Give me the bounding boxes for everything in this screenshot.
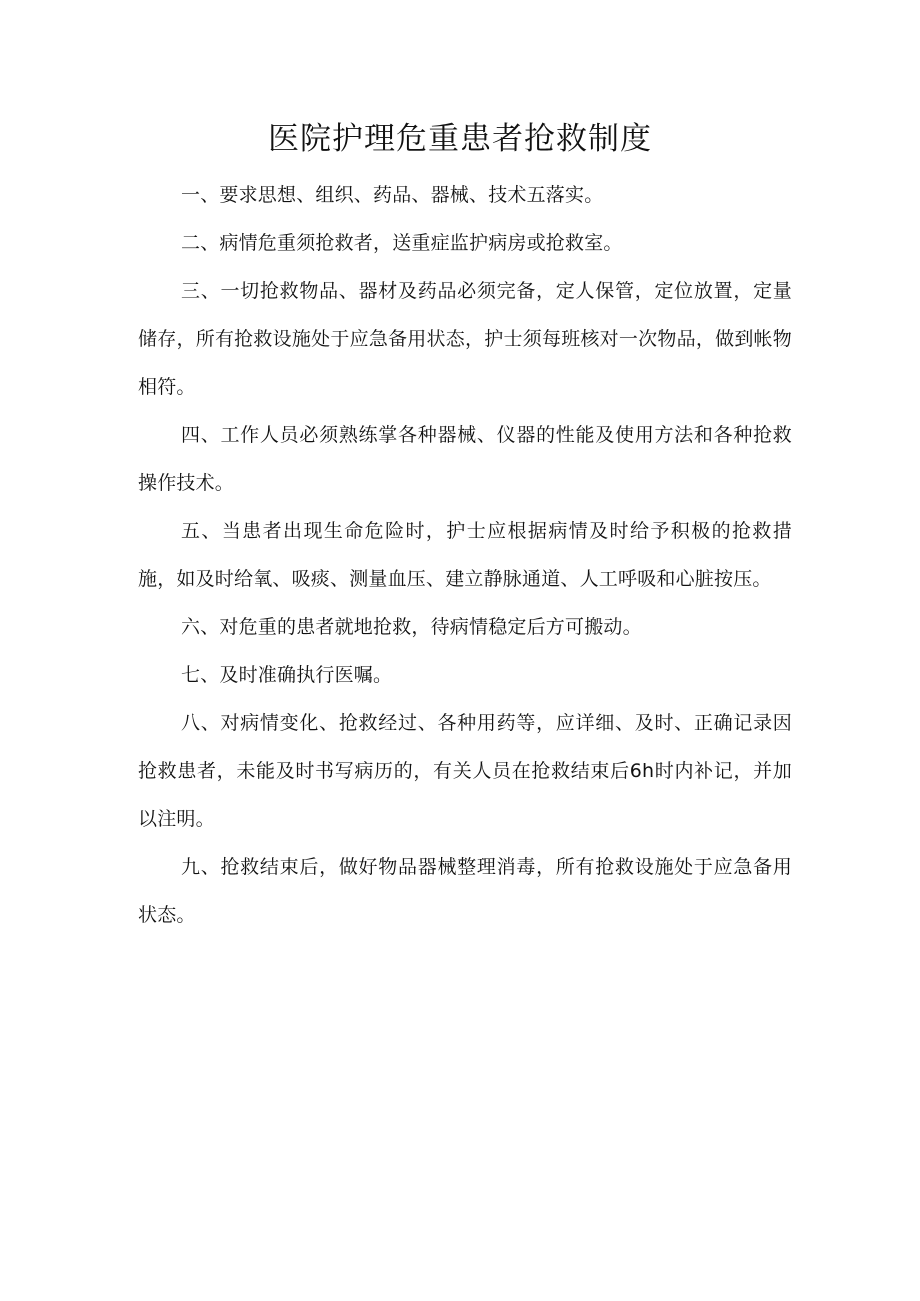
paragraph-4: 四、工作人员必须熟练掌各种器械、仪器的性能及使用方法和各种抢救操作技术。	[138, 424, 792, 494]
document-title: 医院护理危重患者抢救制度	[268, 121, 652, 157]
paragraph-8: 八、对病情变化、抢救经过、各种用药等，应详细、及时、正确记录因抢救患者，未能及时书写病历的，有关人员在抢救结束后6h时内补记，并加以注明。	[138, 712, 792, 830]
paragraph-1: 一、要求思想、组织、药品、器械、技术五落实。	[181, 184, 604, 206]
paragraph-3: 三、一切抢救物品、器材及药品必须完备，定人保管，定位放置，定量储存，所有抢救设施处于应急备用状态，护士须每班核对一次物品，做到帐物相符。	[138, 280, 792, 398]
paragraph-5: 五、当患者出现生命危险时，护士应根据病情及时给予积极的抢救措施，如及时给氧、吸痰、测量血压、建立静脉通道、人工呼吸和心脏按压。	[138, 520, 792, 590]
paragraph-9: 九、抢救结束后，做好物品器械整理消毒，所有抢救设施处于应急备用状态。	[138, 856, 792, 926]
paragraph-7: 七、及时准确执行医嘱。	[181, 664, 393, 686]
paragraph-2: 二、病情危重须抢救者，送重症监护病房或抢救室。	[181, 232, 623, 254]
document-body	[138, 171, 792, 939]
paragraph-6: 六、对危重的患者就地抢救，待病情稳定后方可搬动。	[181, 616, 642, 638]
